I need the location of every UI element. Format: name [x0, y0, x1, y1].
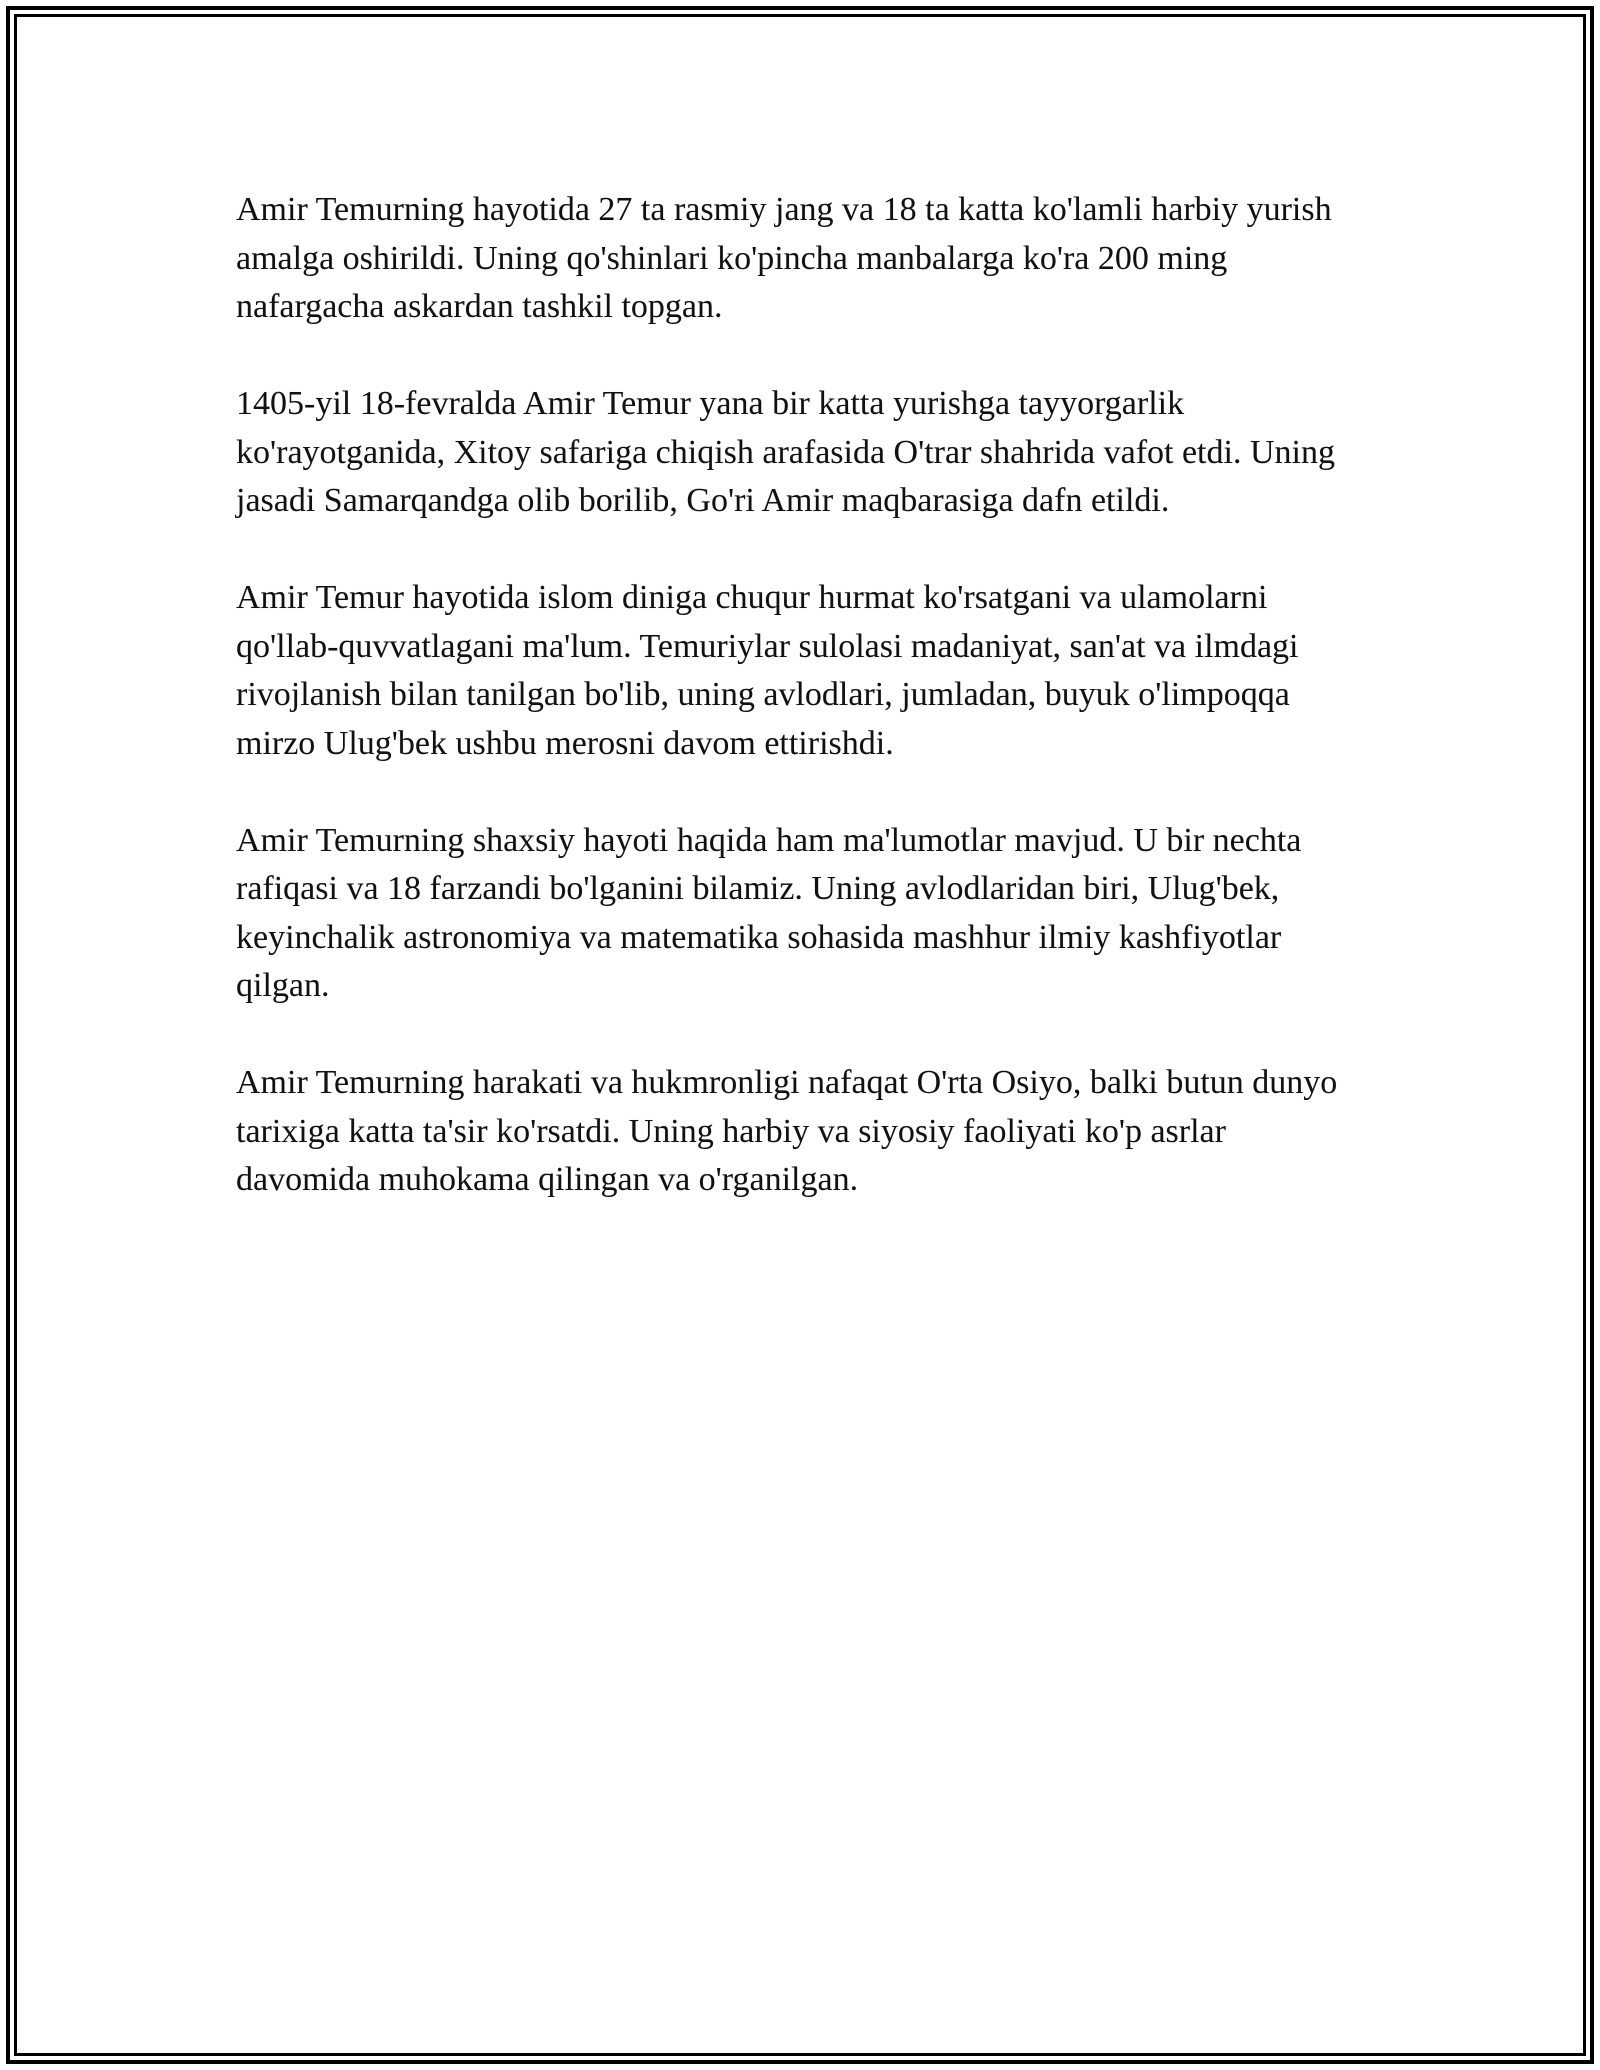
paragraph-military-campaigns: Amir Temurning hayotida 27 ta rasmiy jang va 18 ta katta ko'lamli harbiy yurish amalga oshirildi. Uning qo'shinlari ko'pincha manbalarga ko'ra 200 ming nafargacha askardan tashkil topgan.	[236, 191, 1332, 325]
document-body	[236, 186, 1366, 1253]
paragraph-legacy: Amir Temurning harakati va hukmronligi nafaqat O'rta Osiyo, balki butun dunyo tarixiga katta ta'sir ko'rsatdi. Uning harbiy va siyosiy faoliyati ko'p asrlar davomida muhokama qilingan va o'rganilgan.	[236, 1064, 1338, 1198]
paragraph-death: 1405-yil 18-fevralda Amir Temur yana bir katta yurishga tayyorgarlik ko'rayotganida, Xitoy safariga chiqish arafasida O'trar shahrida vafot etdi. Uning jasadi Samarqandga olib borilib, Go'ri Amir maqbarasiga dafn etildi.	[236, 385, 1335, 519]
paragraph-personal-life: Amir Temurning shaxsiy hayoti haqida ham ma'lumotlar mavjud. U bir nechta rafiqasi va 18 farzandi bo'lganini bilamiz. Uning avlodlaridan biri, Ulug'bek, keyinchalik astronomiya va matematika sohasida mashhur ilmiy kashfiyotlar qilgan.	[236, 821, 1302, 1004]
paragraph-religion-culture: Amir Temur hayotida islom diniga chuqur hurmat ko'rsatgani va ulamolarni qo'llab-quvvatlagani ma'lum. Temuriylar sulolasi madaniyat, san'at va ilmdagi rivojlanish bilan tanilgan bo'lib, uning avlodlari, jumladan, buyuk o'limpoqqa mirzo Ulug'bek ushbu merosni davom ettirishdi.	[236, 579, 1299, 762]
